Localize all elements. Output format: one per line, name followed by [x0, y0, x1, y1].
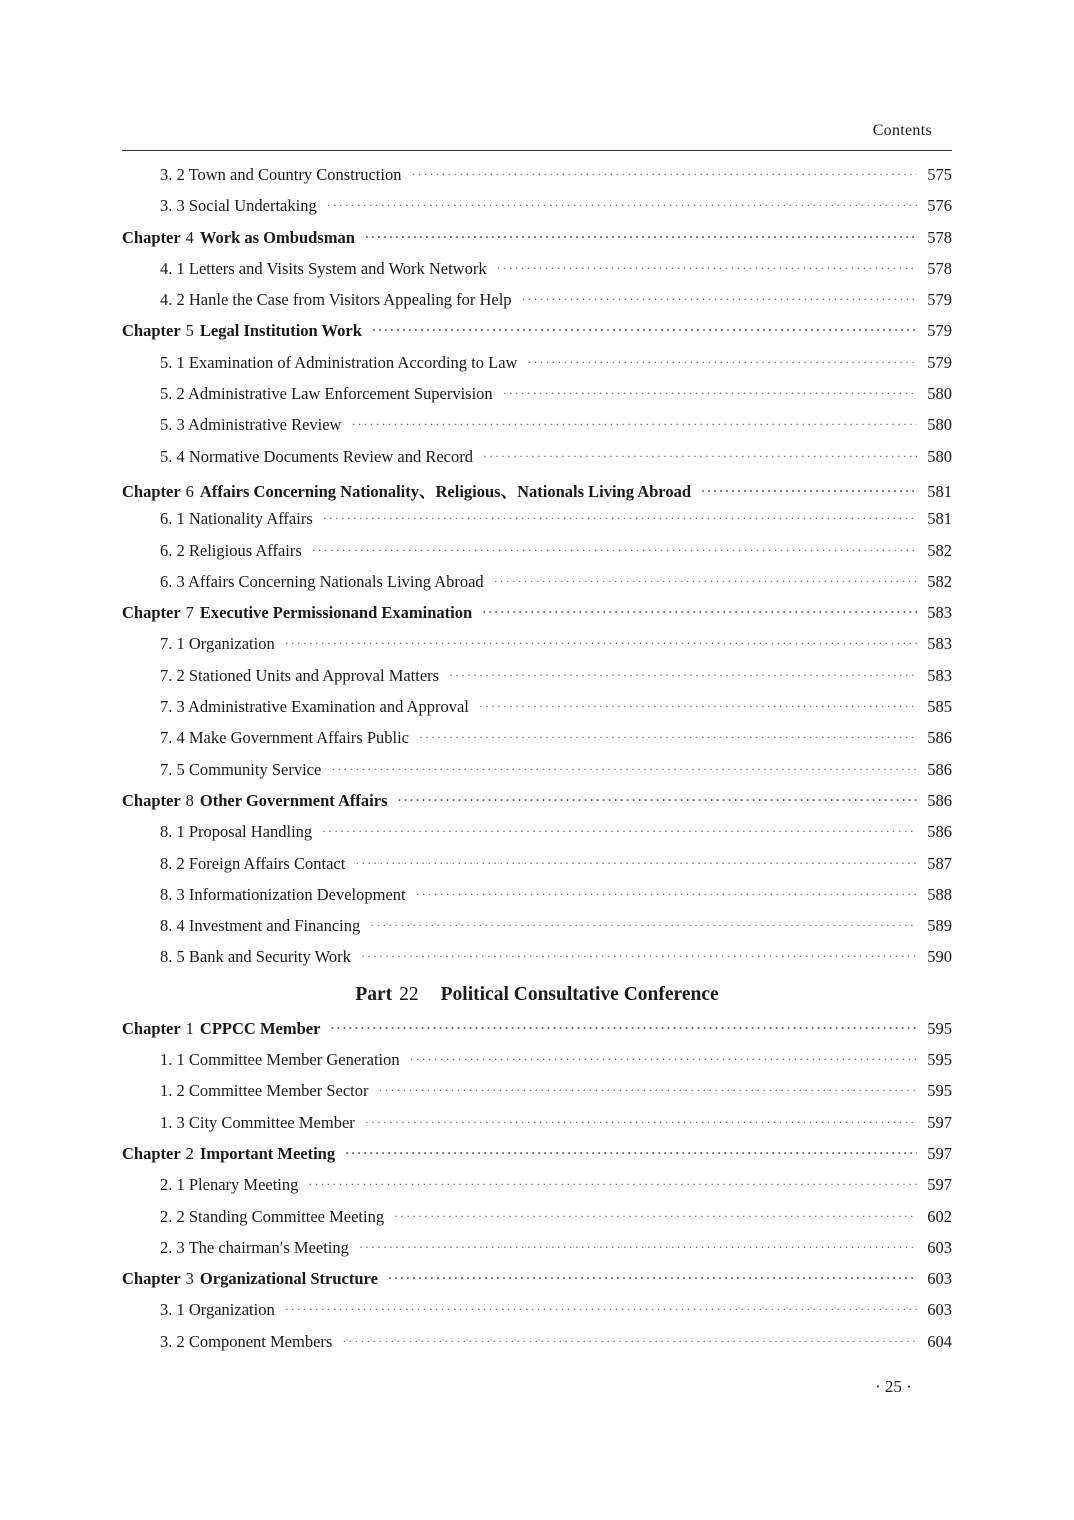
toc-entry-label: 8. 2 Foreign Affairs Contact: [160, 853, 346, 873]
dot-leader: [345, 1146, 917, 1161]
toc-section-entry[interactable]: [122, 384, 952, 415]
toc-section-entry[interactable]: [122, 259, 952, 290]
toc-page-number: 603: [927, 1237, 952, 1257]
toc-entry-label: 2. 1 Plenary Meeting: [160, 1175, 299, 1195]
toc-section-entry[interactable]: [122, 885, 952, 916]
dot-leader: [701, 484, 917, 499]
toc-page-number: 604: [927, 1331, 952, 1351]
toc-page-number: 595: [927, 1081, 952, 1101]
toc-entry-label: [122, 791, 388, 811]
toc-entry-label: [122, 603, 472, 623]
dot-leader: [323, 511, 917, 526]
toc-entry-label: 5. 1 Examination of Administration According to Law: [160, 352, 518, 372]
toc-entry-label: 6. 2 Religious Affairs: [160, 540, 302, 560]
toc-chapter-entry[interactable]: [122, 478, 952, 509]
toc-page-number: 597: [927, 1143, 952, 1163]
dot-leader: [527, 355, 917, 370]
toc-page-number: 590: [927, 947, 952, 967]
toc-entry-label: 8. 1 Proposal Handling: [160, 822, 313, 842]
toc-page-number: 597: [927, 1112, 952, 1132]
toc-page-number: 582: [927, 571, 952, 591]
toc-section-entry[interactable]: [122, 509, 952, 540]
toc-section-entry[interactable]: [122, 1207, 952, 1238]
toc-chapter-entry[interactable]: [122, 1144, 952, 1175]
toc-entry-label: 3. 1 Organization: [160, 1300, 275, 1320]
toc-section-entry[interactable]: [122, 634, 952, 665]
toc-section-entry[interactable]: [122, 572, 952, 603]
toc-section-entry[interactable]: [122, 1175, 952, 1206]
toc-section-entry[interactable]: [122, 353, 952, 384]
toc-page-number: 580: [927, 446, 952, 466]
dot-leader: [483, 449, 917, 464]
toc-page-number: 586: [927, 790, 952, 810]
toc-entry-label: [122, 321, 362, 341]
toc-page-number: 586: [927, 822, 952, 842]
dot-leader: [359, 1240, 917, 1255]
toc-entry-label: 7. 5 Community Service: [160, 759, 322, 779]
toc-section-entry[interactable]: [122, 760, 952, 791]
chapter-number: 6: [185, 481, 194, 501]
toc-page-number: 587: [927, 853, 952, 873]
dot-leader: [355, 856, 917, 871]
toc-section-entry[interactable]: [122, 854, 952, 885]
chapter-number: 2: [185, 1143, 194, 1163]
toc-list-lower: [122, 1019, 952, 1363]
toc-page-number: 579: [927, 290, 952, 310]
chapter-word: Chapter: [122, 481, 181, 501]
page-number: · 25 ·: [875, 1377, 912, 1396]
toc-page-number: 588: [927, 884, 952, 904]
dot-leader: [342, 1334, 917, 1349]
toc-entry-label: 1. 2 Committee Member Sector: [160, 1081, 369, 1101]
toc-page-number: 597: [927, 1175, 952, 1195]
dot-leader: [379, 1083, 918, 1098]
toc-entry-label: 8. 5 Bank and Security Work: [160, 947, 351, 967]
toc-entry-label: 2. 2 Standing Committee Meeting: [160, 1206, 385, 1226]
toc-section-entry[interactable]: [122, 666, 952, 697]
chapter-number: 7: [185, 603, 194, 623]
toc-page-number: 602: [927, 1206, 952, 1226]
chapter-word: Chapter: [122, 790, 181, 810]
dot-leader: [370, 918, 917, 933]
toc-page-number: 580: [927, 415, 952, 435]
toc-entry-label: 4. 2 Hanle the Case from Visitors Appealing for Help: [160, 290, 512, 310]
chapter-word: Chapter: [122, 321, 181, 341]
dot-leader: [449, 668, 917, 683]
chapter-number: 5: [185, 321, 194, 341]
toc-section-entry[interactable]: [122, 1332, 952, 1363]
toc-chapter-entry[interactable]: [122, 791, 952, 822]
toc-entry-label: 1. 3 City Committee Member: [160, 1112, 355, 1132]
chapter-number: 4: [185, 227, 194, 247]
toc-page-number: 586: [927, 759, 952, 779]
toc-list-upper: [122, 165, 952, 979]
chapter-number: 1: [185, 1018, 194, 1038]
chapter-word: Chapter: [122, 227, 181, 247]
toc-entry-label: [122, 228, 355, 248]
toc-entry-label: 8. 4 Investment and Financing: [160, 916, 361, 936]
toc-page-number: 583: [927, 603, 952, 623]
toc-entry-label: 6. 3 Affairs Concerning Nationals Living Abroad: [160, 571, 484, 591]
toc-page-number: 589: [927, 916, 952, 936]
dot-leader: [351, 417, 917, 432]
toc-section-entry[interactable]: [122, 1238, 952, 1269]
chapter-word: Chapter: [122, 1269, 181, 1289]
toc-section-entry[interactable]: [122, 1050, 952, 1081]
toc-page-number: 595: [927, 1050, 952, 1070]
toc-section-entry[interactable]: [122, 1113, 952, 1144]
chapter-title: Affairs Concerning Nationality、Religious、Nationals Living Abroad: [199, 481, 691, 501]
header-rule: [122, 150, 952, 151]
toc-entry-label: [122, 1269, 378, 1289]
toc-entry-label: [122, 1019, 320, 1039]
toc-page-number: 603: [927, 1269, 952, 1289]
toc-entry-label: [122, 478, 691, 502]
dot-leader: [365, 1115, 917, 1130]
table-of-contents: [122, 165, 952, 1363]
toc-entry-label: 7. 3 Administrative Examination and Approval: [160, 697, 469, 717]
dot-leader: [411, 167, 917, 182]
dot-leader: [522, 292, 918, 307]
toc-section-entry[interactable]: [122, 916, 952, 947]
toc-section-entry[interactable]: [122, 728, 952, 759]
toc-page-number: 582: [927, 540, 952, 560]
part-title: Political Consultative Conference: [440, 984, 719, 1006]
toc-page-number: 583: [927, 665, 952, 685]
chapter-word: Chapter: [122, 1018, 181, 1038]
dot-leader: [388, 1271, 917, 1286]
toc-chapter-entry[interactable]: [122, 228, 952, 259]
dot-leader: [416, 887, 918, 902]
toc-section-entry[interactable]: [122, 1300, 952, 1331]
chapter-title: Work as Ombudsman: [199, 227, 355, 247]
dot-leader: [494, 574, 918, 589]
toc-chapter-entry[interactable]: [122, 1019, 952, 1050]
toc-page-number: 586: [927, 728, 952, 748]
part-word: Part: [355, 984, 393, 1006]
dot-leader: [365, 230, 917, 245]
toc-entry-label: 2. 3 The chairman′s Meeting: [160, 1237, 349, 1257]
toc-entry-label: 3. 2 Component Members: [160, 1331, 333, 1351]
toc-entry-label: 7. 4 Make Government Affairs Public: [160, 728, 409, 748]
dot-leader: [312, 543, 917, 558]
chapter-title: Important Meeting: [199, 1143, 336, 1163]
chapter-title: Executive Permissionand Examination: [199, 603, 473, 623]
dot-leader: [331, 762, 917, 777]
toc-section-entry[interactable]: [122, 165, 952, 196]
dot-leader: [285, 1302, 918, 1317]
toc-entry-label: 6. 1 Nationality Affairs: [160, 509, 313, 529]
dot-leader: [361, 949, 917, 964]
toc-section-entry[interactable]: [122, 697, 952, 728]
chapter-title: Legal Institution Work: [199, 321, 362, 341]
toc-page-number: 579: [927, 352, 952, 372]
toc-entry-label: 1. 1 Committee Member Generation: [160, 1050, 400, 1070]
toc-entry-label: 4. 1 Letters and Visits System and Work Network: [160, 258, 487, 278]
dot-leader: [372, 323, 917, 338]
dot-leader: [479, 699, 917, 714]
toc-section-entry[interactable]: [122, 415, 952, 446]
dot-leader: [394, 1209, 917, 1224]
toc-page-number: 581: [927, 481, 952, 501]
toc-entry-label: 5. 2 Administrative Law Enforcement Supervision: [160, 384, 493, 404]
toc-page-number: 579: [927, 321, 952, 341]
toc-entry-label: 8. 3 Informationization Development: [160, 884, 406, 904]
dot-leader: [327, 198, 918, 213]
toc-page-number: 578: [927, 227, 952, 247]
dot-leader: [322, 824, 917, 839]
dot-leader: [330, 1021, 917, 1036]
toc-page-number: 603: [927, 1300, 952, 1320]
toc-page-number: 595: [927, 1018, 952, 1038]
toc-page-number: 580: [927, 384, 952, 404]
dot-leader: [419, 730, 917, 745]
chapter-word: Chapter: [122, 1143, 181, 1163]
chapter-word: Chapter: [122, 603, 181, 623]
toc-section-entry[interactable]: [122, 290, 952, 321]
toc-page-number: 576: [927, 196, 952, 216]
toc-section-entry[interactable]: [122, 1081, 952, 1112]
toc-entry-label: 7. 1 Organization: [160, 634, 275, 654]
toc-section-entry[interactable]: [122, 822, 952, 853]
chapter-title: Other Government Affairs: [199, 790, 388, 810]
chapter-title: CPPCC Member: [199, 1018, 321, 1038]
toc-section-entry[interactable]: [122, 447, 952, 478]
toc-page-number: 575: [927, 165, 952, 184]
dot-leader: [503, 386, 918, 401]
toc-entry-label: 7. 2 Stationed Units and Approval Matters: [160, 665, 440, 685]
toc-page-number: 578: [927, 258, 952, 278]
toc-entry-label: [122, 1144, 335, 1164]
toc-entry-label: 3. 3 Social Undertaking: [160, 196, 317, 216]
chapter-number: 8: [185, 790, 194, 810]
chapter-number: 3: [185, 1269, 194, 1289]
toc-page-number: 585: [927, 697, 952, 717]
dot-leader: [497, 261, 918, 276]
toc-chapter-entry[interactable]: [122, 321, 952, 352]
part-number: 22: [399, 984, 419, 1006]
toc-entry-label: 5. 3 Administrative Review: [160, 415, 342, 435]
dot-leader: [398, 793, 918, 808]
toc-section-entry[interactable]: [122, 196, 952, 227]
part-heading: [122, 975, 952, 1016]
toc-chapter-entry[interactable]: [122, 603, 952, 634]
dot-leader: [285, 636, 918, 651]
toc-section-entry[interactable]: [122, 541, 952, 572]
dot-leader: [410, 1052, 918, 1067]
chapter-title: Organizational Structure: [199, 1269, 378, 1289]
dot-leader: [308, 1177, 917, 1192]
toc-entry-label: 3. 2 Town and Country Construction: [160, 165, 402, 184]
dot-leader: [482, 605, 917, 620]
running-head: Contents: [872, 122, 932, 139]
toc-page-number: 581: [927, 509, 952, 529]
toc-chapter-entry[interactable]: [122, 1269, 952, 1300]
toc-entry-label: 5. 4 Normative Documents Review and Record: [160, 446, 473, 466]
toc-page-number: 583: [927, 634, 952, 654]
